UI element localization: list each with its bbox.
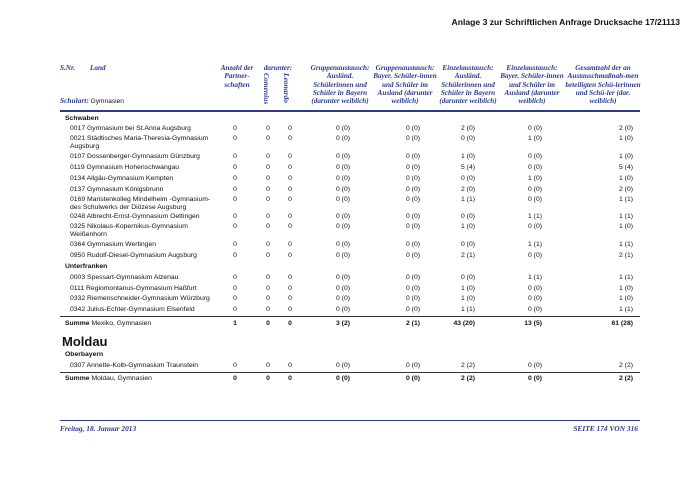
cell-g2: 0 (0) xyxy=(406,125,420,132)
cell-n1: 0 xyxy=(233,306,237,313)
cell-ge: 2 (0) xyxy=(619,186,633,193)
cell-e2: 0 (0) xyxy=(528,285,542,292)
cell-e1: 0 (0) xyxy=(461,241,475,248)
cell-g2: 0 (0) xyxy=(406,223,420,230)
header-rule xyxy=(60,110,640,112)
cell-g1: 0 (0) xyxy=(336,223,350,230)
cell-g1: 0 (0) xyxy=(336,252,350,259)
cell-e2: 1 (1) xyxy=(528,241,542,248)
document-reference: Anlage 3 zur Schriftlichen Anfrage Drucksache 17/21113 xyxy=(451,17,680,27)
cell-n1: 0 xyxy=(233,135,237,142)
cell-g1: 0 (0) xyxy=(336,196,350,203)
sum-cell-e1: 43 (20) xyxy=(453,320,475,327)
header-schulart: Schulart: Gymnasien xyxy=(60,96,124,105)
cell-e1: 1 (0) xyxy=(461,295,475,302)
cell-g1: 0 (0) xyxy=(336,135,350,142)
school-name: 0364 Gymnasium Wertingen xyxy=(70,241,157,248)
cell-n1: 0 xyxy=(233,285,237,292)
cell-g2: 0 (0) xyxy=(406,241,420,248)
header-partner: Anzahl der Partner-schaften xyxy=(220,64,254,89)
cell-n3: 0 xyxy=(288,252,292,259)
school-name: 0119 Gymnasium Hohenschwangau xyxy=(70,164,180,171)
cell-n3: 0 xyxy=(288,274,292,281)
cell-ge: 2 (2) xyxy=(619,362,633,369)
cell-ge: 1 (0) xyxy=(619,153,633,160)
header-einzel-aus: Einzelaustausch: Bayer. Schüler-innen und Schüler im Ausland (darunter weiblich) xyxy=(500,64,564,106)
sum-cell-e2: 0 (0) xyxy=(528,375,542,382)
cell-n1: 0 xyxy=(233,241,237,248)
cell-n3: 0 xyxy=(288,223,292,230)
cell-ge: 1 (1) xyxy=(619,196,633,203)
cell-e1: 2 (1) xyxy=(461,252,475,259)
sum-cell-g2: 0 (0) xyxy=(406,375,420,382)
cell-g2: 0 (0) xyxy=(406,274,420,281)
cell-g2: 0 (0) xyxy=(406,186,420,193)
cell-n3: 0 xyxy=(288,295,292,302)
cell-e1: 1 (1) xyxy=(461,196,475,203)
cell-e1: 1 (0) xyxy=(461,285,475,292)
school-name: 0111 Regiomontanus-Gymnasium Haßfurt xyxy=(70,285,197,292)
cell-n3: 0 xyxy=(288,241,292,248)
footer-rule xyxy=(60,420,640,421)
cell-n3: 0 xyxy=(288,125,292,132)
cell-ge: 1 (0) xyxy=(619,223,633,230)
header-gruppe-aus: Gruppenaustausch: Bayer. Schüler-innen und Schüler im Ausland (darunter weiblich) xyxy=(373,64,437,106)
cell-n1: 0 xyxy=(233,125,237,132)
cell-ge: 2 (1) xyxy=(619,252,633,259)
cell-e2: 0 (0) xyxy=(528,295,542,302)
sum-rule xyxy=(60,372,640,373)
cell-n3: 0 xyxy=(288,175,292,182)
cell-n1: 0 xyxy=(233,213,237,220)
cell-ge: 2 (0) xyxy=(619,125,633,132)
cell-n2: 0 xyxy=(266,362,270,369)
cell-e1: 2 (0) xyxy=(461,125,475,132)
school-name: 0169 Maristenkolleg Mindelheim -Gymnasium- des Schulwerks der Diözese Augsburg xyxy=(70,196,211,211)
cell-n2: 0 xyxy=(266,175,270,182)
school-name: 0017 Gymnasium bei St.Anna Augsburg xyxy=(70,125,191,132)
cell-e1: 1 (0) xyxy=(461,223,475,230)
school-name: 0134 Allgäu-Gymnasium Kempten xyxy=(70,175,174,182)
header-land: Land xyxy=(90,64,106,72)
school-name: 0325 Nikolaus-Kopernikus-Gymnasium Weißenhorn xyxy=(70,223,188,238)
cell-n3: 0 xyxy=(288,196,292,203)
cell-ge: 1 (0) xyxy=(619,295,633,302)
cell-g1: 0 (0) xyxy=(336,213,350,220)
school-name: 0307 Annette-Kolb-Gymnasium Traunstein xyxy=(70,362,199,369)
cell-n1: 0 xyxy=(233,186,237,193)
cell-n3: 0 xyxy=(288,306,292,313)
cell-n2: 0 xyxy=(266,164,270,171)
cell-e1: 5 (4) xyxy=(461,164,475,171)
cell-g1: 0 (0) xyxy=(336,362,350,369)
cell-n2: 0 xyxy=(266,252,270,259)
cell-n3: 0 xyxy=(288,213,292,220)
sum-cell-e2: 13 (5) xyxy=(524,320,542,327)
cell-ge: 1 (1) xyxy=(619,274,633,281)
cell-n1: 0 xyxy=(233,252,237,259)
cell-n1: 0 xyxy=(233,153,237,160)
cell-n3: 0 xyxy=(288,285,292,292)
footer-page: SEITE 174 VON 316 xyxy=(573,424,638,433)
cell-g1: 0 (0) xyxy=(336,164,350,171)
cell-ge: 1 (1) xyxy=(619,213,633,220)
cell-g1: 0 (0) xyxy=(336,285,350,292)
cell-n2: 0 xyxy=(266,196,270,203)
footer-date: Freitag, 18. Januar 2013 xyxy=(60,424,137,433)
header-gesamt: Gesamtzahl der an Austauschmaßnah-men beteiligten Schü-lerinnen und Schü-ler (dar. weiblich) xyxy=(565,64,641,106)
sum-cell-n1: 1 xyxy=(233,320,237,327)
cell-g1: 0 (0) xyxy=(336,125,350,132)
sum-cell-g1: 0 (0) xyxy=(336,375,350,382)
cell-e2: 0 (0) xyxy=(528,164,542,171)
cell-g1: 0 (0) xyxy=(336,306,350,313)
cell-e2: 0 (0) xyxy=(528,252,542,259)
sum-cell-n3: 0 xyxy=(288,375,292,382)
cell-g1: 0 (0) xyxy=(336,186,350,193)
cell-e2: 0 (0) xyxy=(528,306,542,313)
cell-n2: 0 xyxy=(266,295,270,302)
sum-cell-e1: 2 (2) xyxy=(461,375,475,382)
sum-rule xyxy=(60,316,640,317)
cell-n1: 0 xyxy=(233,175,237,182)
cell-g1: 0 (0) xyxy=(336,153,350,160)
sum-cell-n2: 0 xyxy=(266,375,270,382)
header-einzel-in: Einzelaustausch: Ausländ. Schülerinnen und Schüler in Bayern (darunter weiblich) xyxy=(439,64,497,106)
cell-g2: 0 (0) xyxy=(406,196,420,203)
cell-e2: 0 (0) xyxy=(528,196,542,203)
cell-n2: 0 xyxy=(266,213,270,220)
sum-cell-n2: 0 xyxy=(266,320,270,327)
school-name: 0021 Städtisches Maria-Theresia-Gymnasium Augsburg xyxy=(70,135,209,150)
cell-ge: 1 (0) xyxy=(619,285,633,292)
cell-g2: 0 (0) xyxy=(406,295,420,302)
cell-g2: 0 (0) xyxy=(406,135,420,142)
header-gruppe-in: Gruppenaustausch: Ausländ. Schülerinnen und Schüler in Bayern (darunter weiblich) xyxy=(310,64,370,106)
region-heading: Oberbayern xyxy=(65,351,104,358)
sum-cell-g1: 3 (2) xyxy=(336,320,350,327)
sum-cell-n1: 0 xyxy=(233,375,237,382)
school-name: 0003 Spessart-Gymnasium Alzenau xyxy=(70,274,179,281)
cell-e1: 2 (2) xyxy=(461,362,475,369)
cell-e2: 1 (0) xyxy=(528,175,542,182)
cell-n3: 0 xyxy=(288,186,292,193)
cell-g2: 0 (0) xyxy=(406,306,420,313)
school-name: 0137 Gymnasium Königsbrunn xyxy=(70,186,164,193)
header-darunter: darunter: xyxy=(263,64,293,72)
cell-g2: 0 (0) xyxy=(406,175,420,182)
cell-n2: 0 xyxy=(266,285,270,292)
cell-g2: 0 (0) xyxy=(406,153,420,160)
cell-e2: 0 (0) xyxy=(528,223,542,230)
cell-n2: 0 xyxy=(266,223,270,230)
cell-e2: 0 (0) xyxy=(528,362,542,369)
school-name: 0107 Dossenberger-Gymnasium Günzburg xyxy=(70,153,200,160)
cell-g1: 0 (0) xyxy=(336,241,350,248)
cell-e1: 0 (0) xyxy=(461,135,475,142)
region-heading: Schwaben xyxy=(65,115,99,122)
country-heading: Moldau xyxy=(62,334,108,349)
sum-cell-n3: 0 xyxy=(288,320,292,327)
cell-n1: 0 xyxy=(233,223,237,230)
sum-label: Summe Moldau, Gymnasien xyxy=(65,375,152,382)
school-name: 0332 Riemenschneider-Gymnasium Würzburg xyxy=(70,295,210,302)
cell-n2: 0 xyxy=(266,186,270,193)
cell-ge: 1 (1) xyxy=(619,241,633,248)
school-name: 0342 Julius-Echter-Gymnasium Elsenfeld xyxy=(70,306,195,313)
cell-n2: 0 xyxy=(266,306,270,313)
cell-e2: 0 (0) xyxy=(528,186,542,193)
schulart-value: Gymnasien xyxy=(90,98,124,105)
cell-ge: 5 (4) xyxy=(619,164,633,171)
cell-g1: 0 (0) xyxy=(336,274,350,281)
cell-g2: 0 (0) xyxy=(406,213,420,220)
sum-cell-ge: 61 (28) xyxy=(611,320,633,327)
cell-e2: 1 (0) xyxy=(528,135,542,142)
school-name: 0950 Rudolf-Diesel-Gymnasium Augsburg xyxy=(70,252,197,259)
cell-g2: 0 (0) xyxy=(406,164,420,171)
cell-n3: 0 xyxy=(288,362,292,369)
cell-n2: 0 xyxy=(266,125,270,132)
sum-cell-ge: 2 (2) xyxy=(619,375,633,382)
cell-ge: 1 (0) xyxy=(619,175,633,182)
cell-g1: 0 (0) xyxy=(336,175,350,182)
cell-n1: 0 xyxy=(233,295,237,302)
sum-label: Summe Mexiko, Gymnasien xyxy=(65,320,152,327)
cell-n1: 0 xyxy=(233,274,237,281)
school-name: 0248 Albrecht-Ernst-Gymnasium Oettingen xyxy=(70,213,200,220)
cell-g2: 0 (0) xyxy=(406,252,420,259)
header-leonardo: Leonardo xyxy=(282,73,291,103)
cell-e1: 2 (0) xyxy=(461,186,475,193)
cell-n3: 0 xyxy=(288,135,292,142)
cell-e1: 1 (0) xyxy=(461,153,475,160)
sum-cell-g2: 2 (1) xyxy=(406,320,420,327)
cell-n2: 0 xyxy=(266,153,270,160)
cell-n1: 0 xyxy=(233,196,237,203)
cell-n1: 0 xyxy=(233,164,237,171)
region-heading: Unterfranken xyxy=(65,263,108,270)
cell-n2: 0 xyxy=(266,274,270,281)
cell-e2: 1 (1) xyxy=(528,274,542,281)
cell-g2: 0 (0) xyxy=(406,362,420,369)
cell-ge: 1 (1) xyxy=(619,306,633,313)
cell-n2: 0 xyxy=(266,241,270,248)
cell-e2: 0 (0) xyxy=(528,153,542,160)
cell-e1: 0 (0) xyxy=(461,213,475,220)
cell-n2: 0 xyxy=(266,135,270,142)
cell-e1: 1 (1) xyxy=(461,306,475,313)
header-comenius: Comenius xyxy=(262,73,271,105)
cell-g2: 0 (0) xyxy=(406,285,420,292)
header-snr: S.Nr. xyxy=(60,64,76,72)
cell-e1: 0 (0) xyxy=(461,274,475,281)
cell-e2: 0 (0) xyxy=(528,125,542,132)
cell-n3: 0 xyxy=(288,164,292,171)
cell-n3: 0 xyxy=(288,153,292,160)
cell-g1: 0 (0) xyxy=(336,295,350,302)
cell-e2: 1 (1) xyxy=(528,213,542,220)
cell-e1: 0 (0) xyxy=(461,175,475,182)
cell-ge: 1 (0) xyxy=(619,135,633,142)
cell-n1: 0 xyxy=(233,362,237,369)
